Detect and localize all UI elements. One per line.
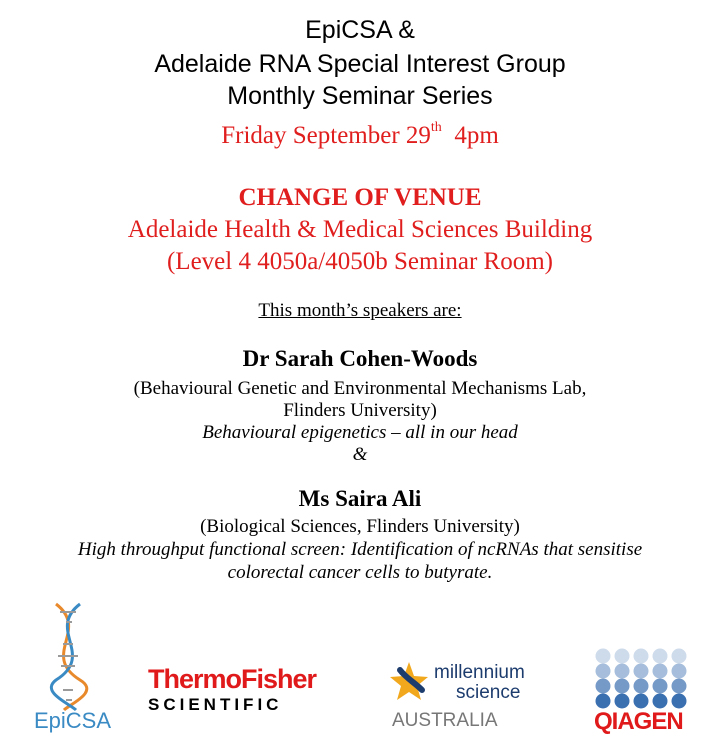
speaker-1-name: Dr Sarah Cohen-Woods bbox=[242, 346, 478, 371]
qiagen-dot bbox=[634, 649, 649, 664]
speaker-2-talk-title-2: colorectal cancer cells to butyrate. bbox=[227, 562, 493, 583]
thermofisher-logo-subtitle: SCIENTIFIC bbox=[148, 695, 283, 714]
star-emblem-icon bbox=[388, 660, 430, 702]
qiagen-dot bbox=[634, 664, 649, 679]
dna-helix-icon bbox=[30, 600, 110, 712]
qiagen-dot bbox=[596, 649, 611, 664]
qiagen-dot bbox=[634, 694, 649, 709]
venue-room: (Level 4 4050a/4050b Seminar Room) bbox=[166, 248, 554, 275]
qiagen-dot bbox=[596, 694, 611, 709]
header-line-3: Monthly Seminar Series bbox=[227, 82, 493, 110]
qiagen-dot bbox=[596, 679, 611, 694]
qiagen-dot bbox=[615, 694, 630, 709]
thermofisher-logo bbox=[148, 664, 358, 724]
thermofisher-logo-title: ThermoFisher bbox=[148, 664, 317, 694]
millennium-logo-line-3: AUSTRALIA bbox=[392, 710, 498, 731]
qiagen-dot bbox=[653, 694, 668, 709]
event-time: 4pm bbox=[454, 122, 499, 149]
qiagen-dot bbox=[615, 679, 630, 694]
qiagen-dot bbox=[653, 664, 668, 679]
venue-notice: CHANGE OF VENUE bbox=[238, 184, 482, 211]
epicsa-logo bbox=[30, 600, 110, 740]
qiagen-logo-text: QIAGEN bbox=[594, 708, 683, 735]
qiagen-logo bbox=[594, 648, 694, 740]
header-line-2: Adelaide RNA Special Interest Group bbox=[154, 50, 566, 78]
speaker-2-affiliation: (Biological Sciences, Flinders University) bbox=[200, 516, 520, 537]
qiagen-dots-icon bbox=[594, 648, 690, 710]
qiagen-dot bbox=[672, 694, 687, 709]
date-suffix: th bbox=[430, 120, 442, 135]
millennium-logo-line-2: science bbox=[456, 682, 521, 703]
qiagen-dot bbox=[672, 679, 687, 694]
speakers-heading: This month’s speakers are: bbox=[258, 300, 462, 321]
speakers-ampersand: & bbox=[352, 444, 368, 465]
speaker-1-talk-title: Behavioural epigenetics – all in our head bbox=[202, 422, 518, 443]
speaker-1-affiliation-1: (Behavioural Genetic and Environmental Mechanisms Lab, bbox=[133, 378, 587, 399]
millennium-science-logo bbox=[388, 660, 558, 740]
speaker-2-talk-title-1: High throughput functional screen: Identification of ncRNAs that sensitise bbox=[77, 539, 643, 560]
qiagen-dot bbox=[672, 664, 687, 679]
qiagen-dot bbox=[634, 679, 649, 694]
qiagen-dot bbox=[596, 664, 611, 679]
speaker-1-affiliation-2: Flinders University) bbox=[283, 400, 437, 421]
qiagen-dot bbox=[672, 649, 687, 664]
qiagen-dot bbox=[615, 664, 630, 679]
event-date bbox=[0, 122, 720, 150]
header-line-1: EpiCSA & bbox=[305, 16, 415, 44]
speaker-2-name: Ms Saira Ali bbox=[298, 486, 422, 511]
epicsa-logo-text: EpiCSA bbox=[34, 708, 112, 733]
qiagen-dot bbox=[653, 679, 668, 694]
millennium-logo-line-1: millennium bbox=[434, 662, 525, 683]
venue-building: Adelaide Health & Medical Sciences Building bbox=[127, 216, 593, 243]
qiagen-dot bbox=[653, 649, 668, 664]
date-text: Friday September 29 bbox=[221, 122, 431, 149]
qiagen-dot bbox=[615, 649, 630, 664]
